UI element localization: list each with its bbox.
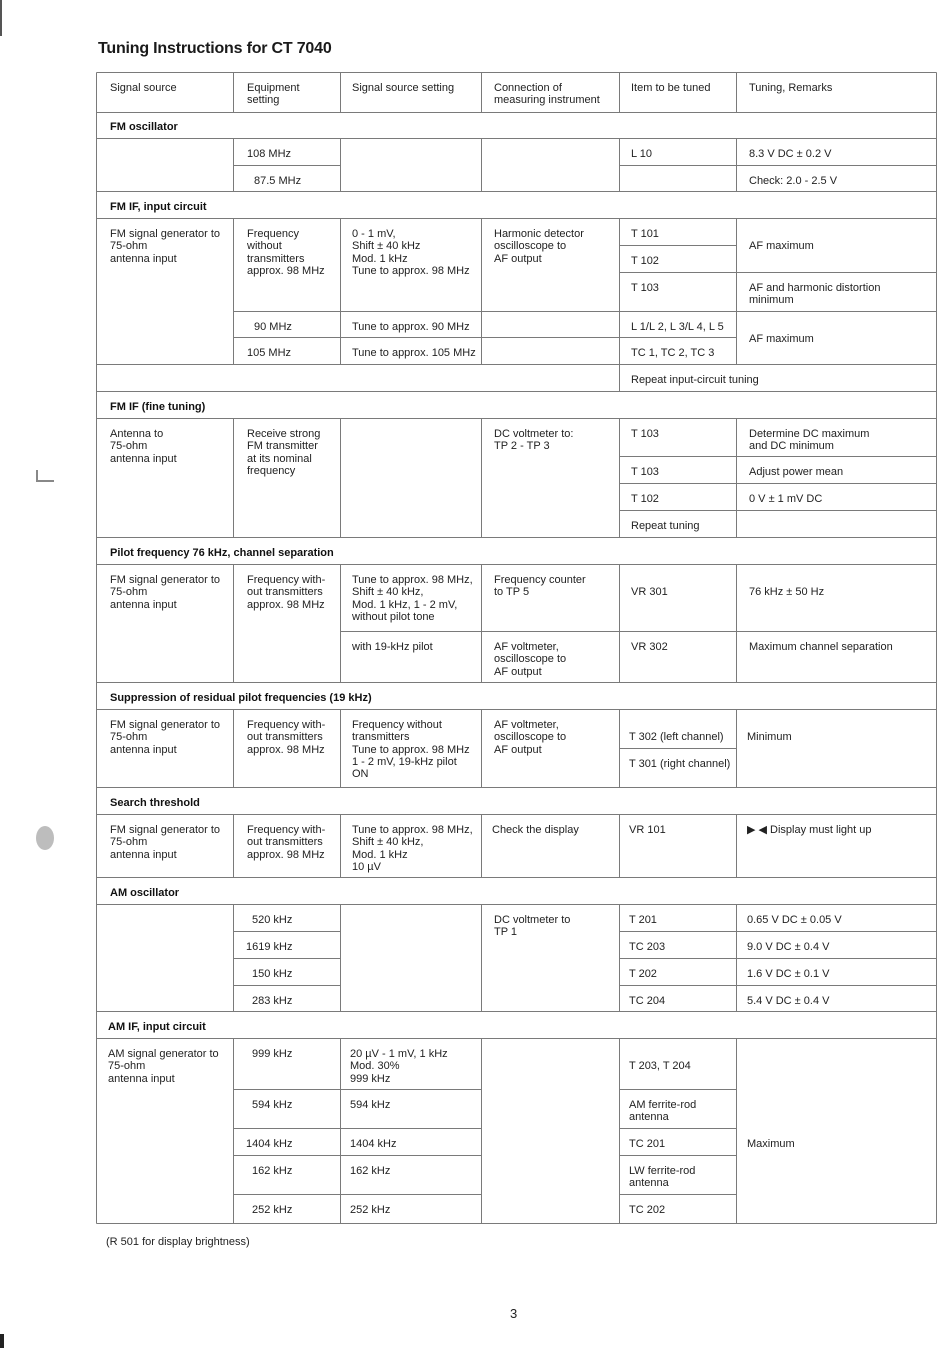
search-setting: Tune to approx. 98 MHz, Shift ± 40 kHz, Mod. 1 kHz 10 µV: [352, 824, 473, 873]
fm-if-input-rem-distortion: AF and harmonic distortion minimum: [749, 282, 881, 307]
am-osc-rem-4: 5.4 V DC ± 0.4 V: [747, 995, 830, 1007]
tuning-table: [96, 72, 937, 1224]
fm-if-input-item-t103: T 103: [631, 282, 659, 294]
fm-if-input-source: FM signal generator to 75-ohm antenna input: [110, 228, 221, 265]
am-osc-item-3: T 202: [629, 968, 657, 980]
am-if-item-3: TC 201: [629, 1138, 666, 1150]
fm-if-input-set-90: Tune to approx. 90 MHz: [352, 321, 470, 333]
pilot-setting-2: with 19-kHz pilot: [352, 641, 433, 653]
fm-osc-rem-1: 8.3 V DC ± 0.2 V: [749, 148, 832, 160]
search-item: VR 101: [629, 824, 666, 836]
pilot-item-1: VR 301: [631, 586, 668, 598]
pilot-connection-2: AF voltmeter, oscilloscope to AF output: [494, 641, 567, 678]
suppression-eq: Frequency with- out transmitters approx. 98 MHz: [247, 719, 326, 756]
am-if-source: AM signal generator to 75-ohm antenna input: [108, 1048, 219, 1085]
fm-osc-eq-108: 108 MHz: [247, 148, 292, 160]
fm-if-input-repeat: Repeat input-circuit tuning: [631, 374, 759, 386]
fm-if-input-setting: 0 - 1 mV, Shift ± 40 kHz Mod. 1 kHz Tune to approx. 98 MHz: [352, 228, 470, 277]
am-if-item-4: LW ferrite-rod antenna: [629, 1165, 696, 1190]
section-title-pilot: Pilot frequency 76 kHz, channel separation: [110, 547, 334, 559]
section-title-fm-if-input: FM IF, input circuit: [110, 201, 207, 213]
am-osc-eq-1: 520 kHz: [252, 914, 293, 926]
am-osc-item-2: TC 203: [629, 941, 666, 953]
header-connection: Connection of measuring instrument: [494, 82, 600, 107]
search-connection: Check the display: [492, 824, 579, 836]
fm-if-input-item-coils: L 1/L 2, L 3/L 4, L 5: [631, 321, 724, 333]
scan-mark: [0, 0, 2, 36]
header-remarks: Tuning, Remarks: [749, 82, 833, 94]
am-if-eq-3: 1404 kHz: [246, 1138, 293, 1150]
pilot-eq: Frequency with- out transmitters approx. 98 MHz: [247, 574, 326, 611]
fm-if-input-item-t102: T 102: [631, 255, 659, 267]
search-eq: Frequency with- out transmitters approx. 98 MHz: [247, 824, 326, 861]
suppression-setting: Frequency without transmitters Tune to approx. 98 MHz 1 - 2 mV, 19-kHz pilot ON: [352, 719, 470, 781]
fm-if-fine-connection: DC voltmeter to: TP 2 - TP 3: [494, 428, 574, 453]
am-osc-rem-1: 0.65 V DC ± 0.05 V: [747, 914, 842, 926]
am-osc-eq-3: 150 kHz: [252, 968, 293, 980]
header-source-setting: Signal source setting: [352, 82, 455, 94]
fm-if-fine-rem-1: Determine DC maximum and DC minimum: [749, 428, 870, 453]
header-equipment-setting: Equipment setting: [247, 82, 300, 107]
am-if-item-1: T 203, T 204: [629, 1060, 691, 1072]
section-title-suppression: Suppression of residual pilot frequencies (19 kHz): [110, 692, 372, 704]
fm-if-fine-eq: Receive strong FM transmitter at its nominal frequency: [247, 428, 321, 477]
fm-osc-eq-87: 87.5 MHz: [254, 175, 302, 187]
am-osc-eq-4: 283 kHz: [252, 995, 293, 1007]
am-if-item-2: AM ferrite-rod antenna: [629, 1099, 697, 1124]
search-rem: ▶ ◀ Display must light up: [747, 824, 872, 836]
am-if-eq-1: 999 kHz: [252, 1048, 293, 1060]
fm-if-input-item-t101: T 101: [631, 228, 659, 240]
section-title-am-if-input: AM IF, input circuit: [108, 1021, 206, 1033]
scan-mark: [36, 826, 54, 850]
fm-if-fine-item-2: T 103: [631, 466, 659, 478]
fm-if-input-set-105: Tune to approx. 105 MHz: [352, 347, 476, 359]
am-if-eq-4: 162 kHz: [252, 1165, 293, 1177]
suppression-item-left: T 302 (left channel): [629, 731, 724, 743]
fm-osc-rem-2: Check: 2.0 - 2.5 V: [749, 175, 838, 187]
pilot-item-2: VR 302: [631, 641, 668, 653]
suppression-connection: AF voltmeter, oscilloscope to AF output: [494, 719, 567, 756]
section-title-am-oscillator: AM oscillator: [110, 887, 180, 899]
am-if-set-1: 20 µV - 1 mV, 1 kHz Mod. 30% 999 kHz: [350, 1048, 448, 1085]
am-if-eq-5: 252 kHz: [252, 1204, 293, 1216]
footnote: (R 501 for display brightness): [106, 1236, 250, 1248]
am-if-set-5: 252 kHz: [350, 1204, 391, 1216]
fm-if-fine-repeat: Repeat tuning: [631, 520, 700, 532]
fm-if-fine-item-3: T 102: [631, 493, 659, 505]
fm-if-fine-source: Antenna to 75-ohm antenna input: [110, 428, 177, 465]
fm-osc-item-l10: L 10: [631, 148, 653, 160]
pilot-rem-2: Maximum channel separation: [749, 641, 893, 653]
pilot-rem-1: 76 kHz ± 50 Hz: [749, 586, 825, 598]
fm-if-fine-rem-3: 0 V ± 1 mV DC: [749, 493, 823, 505]
am-osc-rem-3: 1.6 V DC ± 0.1 V: [747, 968, 830, 980]
fm-if-input-eq-105: 105 MHz: [247, 347, 292, 359]
am-if-set-2: 594 kHz: [350, 1099, 391, 1111]
section-title-fm-oscillator: FM oscillator: [110, 121, 178, 133]
fm-if-fine-rem-2: Adjust power mean: [749, 466, 844, 478]
am-if-eq-2: 594 kHz: [252, 1099, 293, 1111]
fm-if-input-item-trimmers: TC 1, TC 2, TC 3: [631, 347, 715, 359]
suppression-rem: Minimum: [747, 731, 792, 743]
am-if-set-4: 162 kHz: [350, 1165, 391, 1177]
scan-mark: [38, 480, 54, 482]
fm-if-fine-item-1: T 103: [631, 428, 659, 440]
pilot-setting-1: Tune to approx. 98 MHz, Shift ± 40 kHz, Mod. 1 kHz, 1 - 2 mV, without pilot tone: [352, 574, 473, 623]
suppression-source: FM signal generator to 75-ohm antenna input: [110, 719, 221, 756]
am-osc-item-1: T 201: [629, 914, 657, 926]
pilot-source: FM signal generator to 75-ohm antenna input: [110, 574, 221, 611]
am-osc-connection: DC voltmeter to TP 1: [494, 914, 571, 939]
am-osc-rem-2: 9.0 V DC ± 0.4 V: [747, 941, 830, 953]
page-number: 3: [510, 1306, 518, 1321]
fm-if-input-eq: Frequency without transmitters approx. 98 MHz: [247, 228, 325, 277]
page-title: Tuning Instructions for CT 7040: [98, 40, 332, 57]
header-item-tuned: Item to be tuned: [631, 82, 711, 94]
pilot-connection-1: Frequency counter to TP 5: [494, 574, 586, 599]
suppression-item-right: T 301 (right channel): [629, 758, 731, 770]
scan-mark: [0, 1334, 4, 1348]
am-if-item-5: TC 202: [629, 1204, 666, 1216]
am-if-set-3: 1404 kHz: [350, 1138, 397, 1150]
search-source: FM signal generator to 75-ohm antenna input: [110, 824, 221, 861]
section-title-search-threshold: Search threshold: [110, 797, 200, 809]
header-signal-source: Signal source: [110, 82, 177, 94]
fm-if-input-connection: Harmonic detector oscilloscope to AF output: [494, 228, 584, 265]
fm-if-input-rem-af-max-2: AF maximum: [749, 333, 814, 345]
am-osc-item-4: TC 204: [629, 995, 666, 1007]
fm-if-input-eq-90: 90 MHz: [254, 321, 292, 333]
am-if-rem: Maximum: [747, 1138, 795, 1150]
fm-if-input-rem-af-max: AF maximum: [749, 240, 814, 252]
am-osc-eq-2: 1619 kHz: [246, 941, 293, 953]
section-title-fm-if-fine: FM IF (fine tuning): [110, 401, 206, 413]
